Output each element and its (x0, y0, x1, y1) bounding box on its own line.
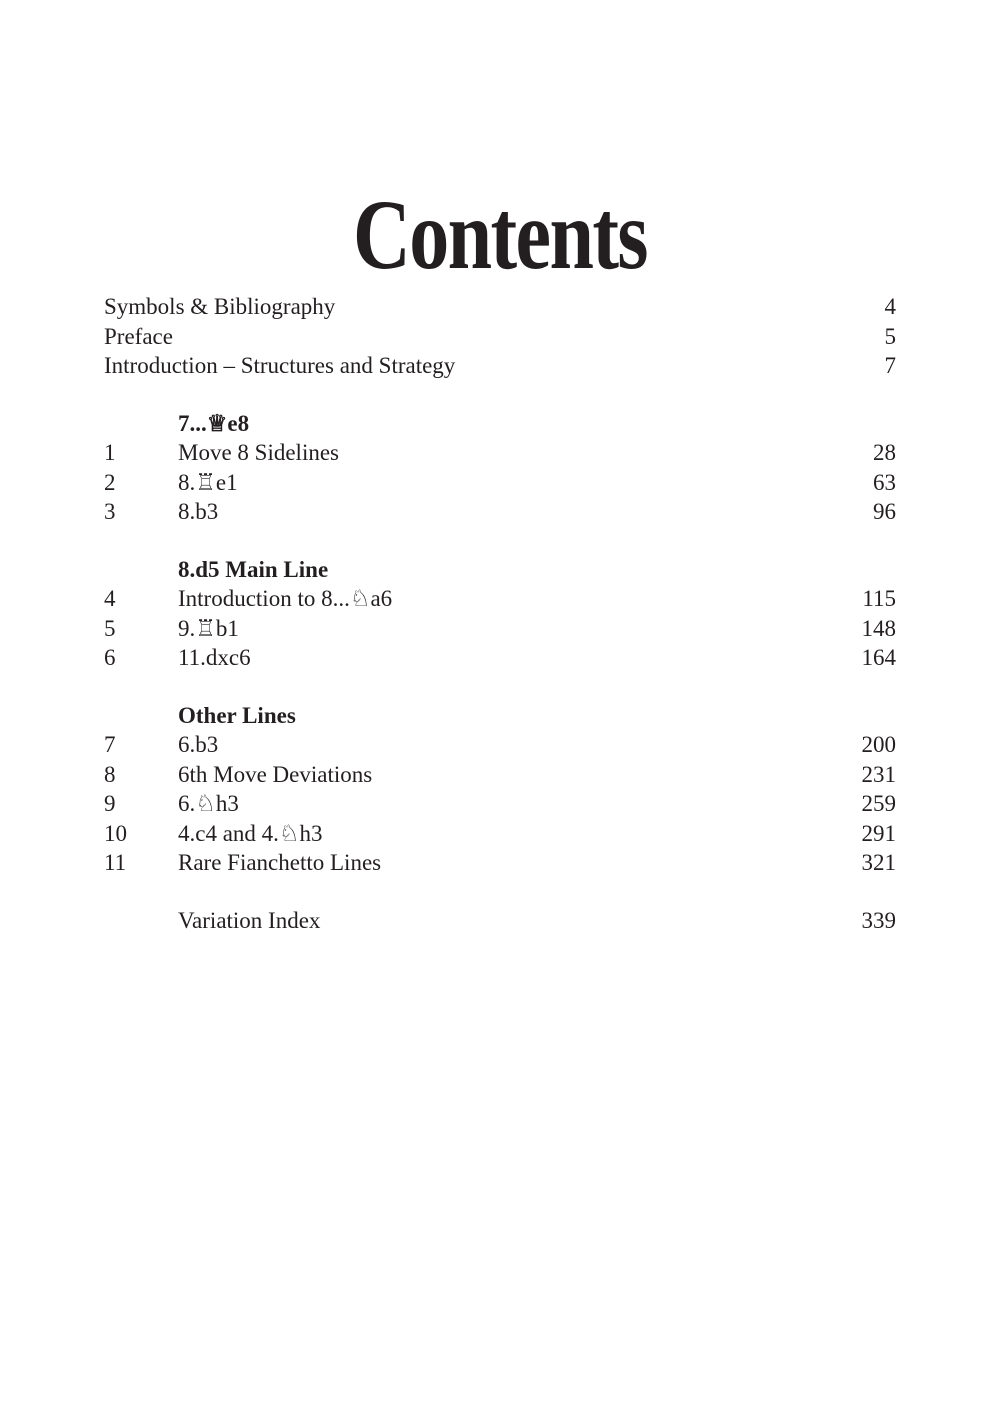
toc-entry-title: Symbols & Bibliography (104, 294, 336, 319)
chapter-number: 1 (104, 440, 116, 465)
toc-entry-variation-index[interactable] (104, 906, 896, 936)
toc-entry-preface[interactable] (104, 322, 896, 352)
toc-chapter-3[interactable] (104, 497, 896, 527)
chapter-title: 11.dxc6 (178, 645, 251, 670)
chapter-title: 6.♘h3 (178, 791, 239, 816)
chapter-page: 200 (861, 732, 896, 757)
chapter-number: 6 (104, 645, 116, 670)
toc-chapter-9[interactable] (104, 789, 896, 819)
toc-chapter-10[interactable] (104, 819, 896, 849)
chapter-number: 11 (104, 850, 127, 875)
chapter-title: 8.♖e1 (178, 469, 238, 495)
chapter-number: 4 (104, 586, 116, 611)
chapter-page: 259 (861, 791, 896, 816)
chapter-page: 148 (861, 615, 896, 641)
chapter-page: 321 (861, 850, 896, 875)
chapter-title: 6.b3 (178, 732, 219, 757)
toc-entry-title: Preface (104, 323, 173, 349)
section-spacer (104, 878, 896, 906)
chapter-page: 291 (861, 820, 896, 846)
toc-chapter-6[interactable] (104, 643, 896, 673)
toc-entry-symbols-bibliography[interactable] (104, 292, 896, 322)
chapter-title: Move 8 Sidelines (178, 440, 339, 465)
toc-chapter-5[interactable] (104, 614, 896, 644)
chapter-title: 4.c4 and 4.♘h3 (178, 820, 323, 846)
section-spacer (104, 381, 896, 409)
chapter-title: 6th Move Deviations (178, 761, 373, 787)
chapter-title: 9.♖b1 (178, 615, 239, 641)
toc-entry-page: 5 (884, 323, 896, 349)
chapter-page: 164 (861, 645, 896, 670)
chapter-title: Introduction to 8...♘a6 (178, 586, 393, 611)
toc-entry-title: Introduction – Structures and Strategy (104, 353, 456, 378)
toc-entry-introduction[interactable] (104, 351, 896, 381)
chapter-number: 9 (104, 791, 116, 816)
toc-chapter-8[interactable] (104, 760, 896, 790)
part-heading-title: Other Lines (178, 702, 296, 728)
chapter-page: 96 (873, 499, 896, 524)
toc-entry-page: 4 (884, 294, 896, 319)
part-heading-title: 8.d5 Main Line (178, 556, 329, 582)
toc-chapter-2[interactable] (104, 468, 896, 498)
toc-chapter-4[interactable] (104, 584, 896, 614)
toc-chapter-1[interactable] (104, 438, 896, 468)
chapter-number: 7 (104, 732, 116, 757)
chapter-number: 10 (104, 820, 127, 846)
part-heading-title: 7...♕e8 (178, 410, 250, 436)
toc-chapter-7[interactable] (104, 730, 896, 760)
section-spacer (104, 527, 896, 555)
part-heading-2 (104, 555, 896, 585)
chapter-page: 115 (862, 586, 896, 611)
toc-entry-title: Variation Index (178, 907, 321, 933)
part-heading-3 (104, 701, 896, 731)
chapter-number: 5 (104, 615, 116, 641)
chapter-number: 2 (104, 469, 116, 495)
chapter-page: 63 (873, 469, 896, 495)
chapter-page: 231 (861, 761, 896, 787)
part-heading-1 (104, 409, 896, 439)
toc-entry-page: 339 (861, 907, 896, 933)
chapter-number: 8 (104, 761, 116, 787)
chapter-title: Rare Fianchetto Lines (178, 850, 382, 875)
toc-entry-page: 7 (884, 353, 896, 378)
chapter-number: 3 (104, 499, 116, 524)
page-title: Contents (353, 179, 647, 290)
table-of-contents (104, 292, 896, 935)
section-spacer (104, 673, 896, 701)
chapter-page: 28 (873, 440, 896, 465)
chapter-title: 8.b3 (178, 499, 219, 524)
toc-chapter-11[interactable] (104, 848, 896, 878)
